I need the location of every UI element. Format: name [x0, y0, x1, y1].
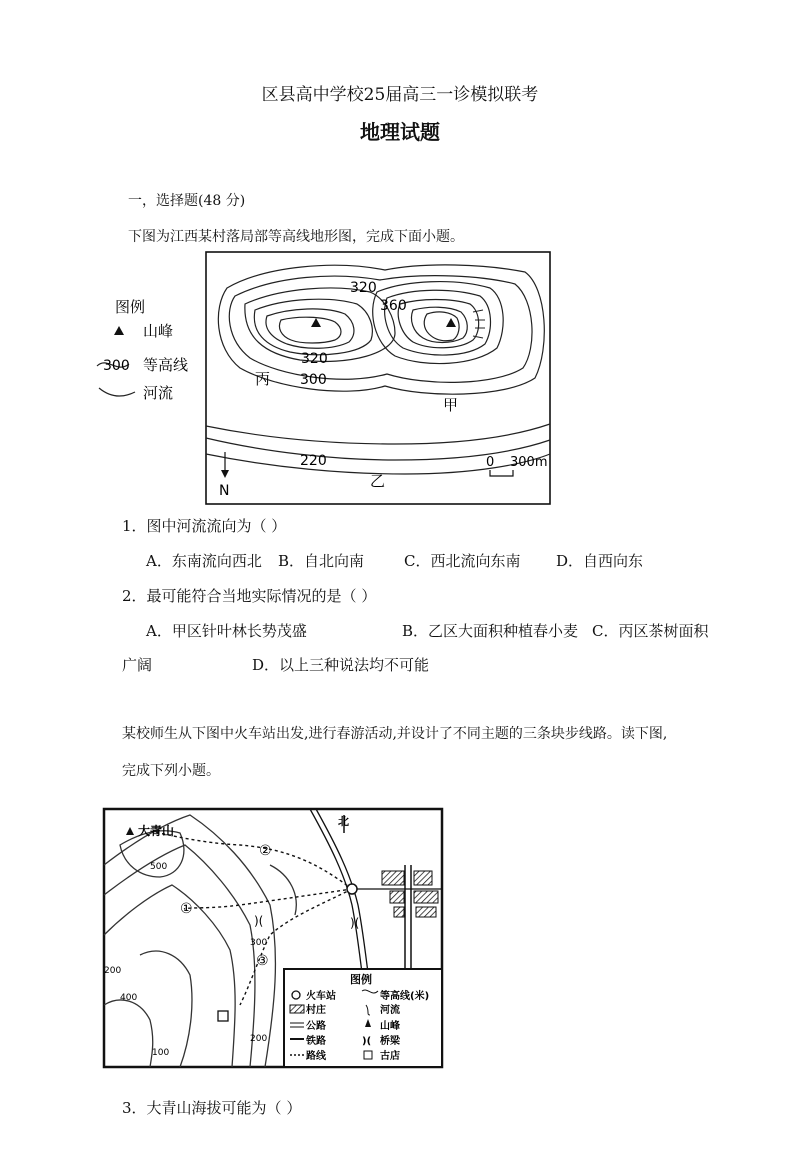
svg-text:)(: )(: [362, 1036, 372, 1047]
legend-railway: 铁路: [306, 1036, 326, 1047]
intro-text-2-line2: 完成下列小题。: [122, 763, 220, 779]
legend-peak: 山峰: [380, 1021, 400, 1032]
q2-option-a: A．甲区针叶林长势茂盛: [146, 622, 307, 640]
legend-route: 路线: [306, 1051, 326, 1062]
mountain-label: 大青山: [138, 824, 175, 838]
section-label: 一，选择题(48 分): [128, 193, 246, 209]
q2-option-b: B．乙区大面积种植春小麦: [402, 622, 579, 640]
contour-100: 100: [152, 1048, 170, 1058]
q1-option-c: C．西北流向东南: [404, 552, 521, 570]
q2-option-d: D．以上三种说法均不可能: [252, 656, 430, 674]
label-300: 300: [300, 372, 327, 388]
scale-zero: 0: [486, 455, 495, 470]
map1-legend-river: 河流: [143, 384, 174, 402]
legend-river: 河流: [380, 1005, 400, 1016]
label-jia: 甲: [443, 396, 459, 414]
contour-500: 500: [150, 862, 168, 872]
q2-option-c-cont: 广阔: [122, 656, 153, 674]
route-3-label: ③: [256, 953, 269, 969]
map2-north-label: 北: [338, 815, 349, 828]
label-220: 220: [300, 453, 327, 469]
q1-stem: 1．图中河流流向为（ ）: [122, 517, 287, 535]
contour-300: 300: [250, 938, 268, 948]
contour-200: 200: [250, 1034, 268, 1044]
map1-legend-title: 图例: [115, 298, 146, 316]
label-360: 360: [380, 298, 407, 314]
route-2-label: ①: [180, 901, 193, 917]
map1-legend-peak: 山峰: [143, 322, 174, 340]
legend-station: 火车站: [306, 991, 336, 1002]
map1-legend-contour-value: 300: [103, 358, 130, 374]
map1-legend-contour: 等高线: [143, 356, 189, 374]
contour-map-1: [95, 248, 565, 508]
label-bing: 丙: [255, 370, 271, 388]
store-icon: [218, 1011, 228, 1021]
legend-village: 村庄: [306, 1005, 326, 1016]
scale-bar-icon: [490, 470, 513, 476]
north-label: N: [219, 483, 230, 499]
legend-peak-icon: [114, 326, 124, 335]
legend-contour: 等高线(米): [380, 991, 430, 1002]
station-icon: [347, 884, 357, 894]
label-320-mid: 320: [301, 351, 328, 367]
q1-option-a: A．东南流向西北: [146, 552, 262, 570]
label-320-top: 320: [350, 280, 377, 296]
legend-store: 古店: [380, 1051, 400, 1062]
scale-end: 300m: [510, 455, 548, 470]
bridge-icon-2: )(: [254, 914, 264, 928]
peak-icon-west: [311, 318, 321, 327]
intro-text-1: 下图为江西某村落局部等高线地形图，完成下面小题。: [128, 229, 464, 245]
q2-option-c: C．丙区茶树面积: [592, 622, 709, 640]
peak-icon-east: [446, 318, 456, 327]
exam-title: 区县高中学校25届高三一诊模拟联考: [261, 85, 539, 105]
q1-option-d: D．自西向东: [556, 552, 644, 570]
q2-stem: 2．最可能符合当地实际情况的是（ ）: [122, 587, 377, 605]
subject-title: 地理试题: [360, 120, 440, 144]
q1-option-b: B．自北向南: [278, 552, 365, 570]
route-1-label: ②: [259, 843, 272, 859]
map2-legend-title: 图例: [350, 973, 372, 986]
bridge-icon-1: )(: [350, 916, 360, 930]
q3-stem: 3．大青山海拔可能为（ ）: [122, 1099, 302, 1117]
legend-road: 公路: [306, 1021, 326, 1032]
legend-river-icon: [99, 388, 135, 396]
contour-200b: 200: [104, 966, 122, 976]
legend-bridge: 桥梁: [380, 1036, 400, 1047]
route-map-2: [100, 805, 446, 1071]
contour-400: 400: [120, 993, 138, 1003]
intro-text-2-line1: 某校师生从下图中火车站出发,进行春游活动,并设计了不同主题的三条块步线路。读下图,: [122, 726, 668, 742]
label-yi: 乙: [370, 472, 386, 490]
